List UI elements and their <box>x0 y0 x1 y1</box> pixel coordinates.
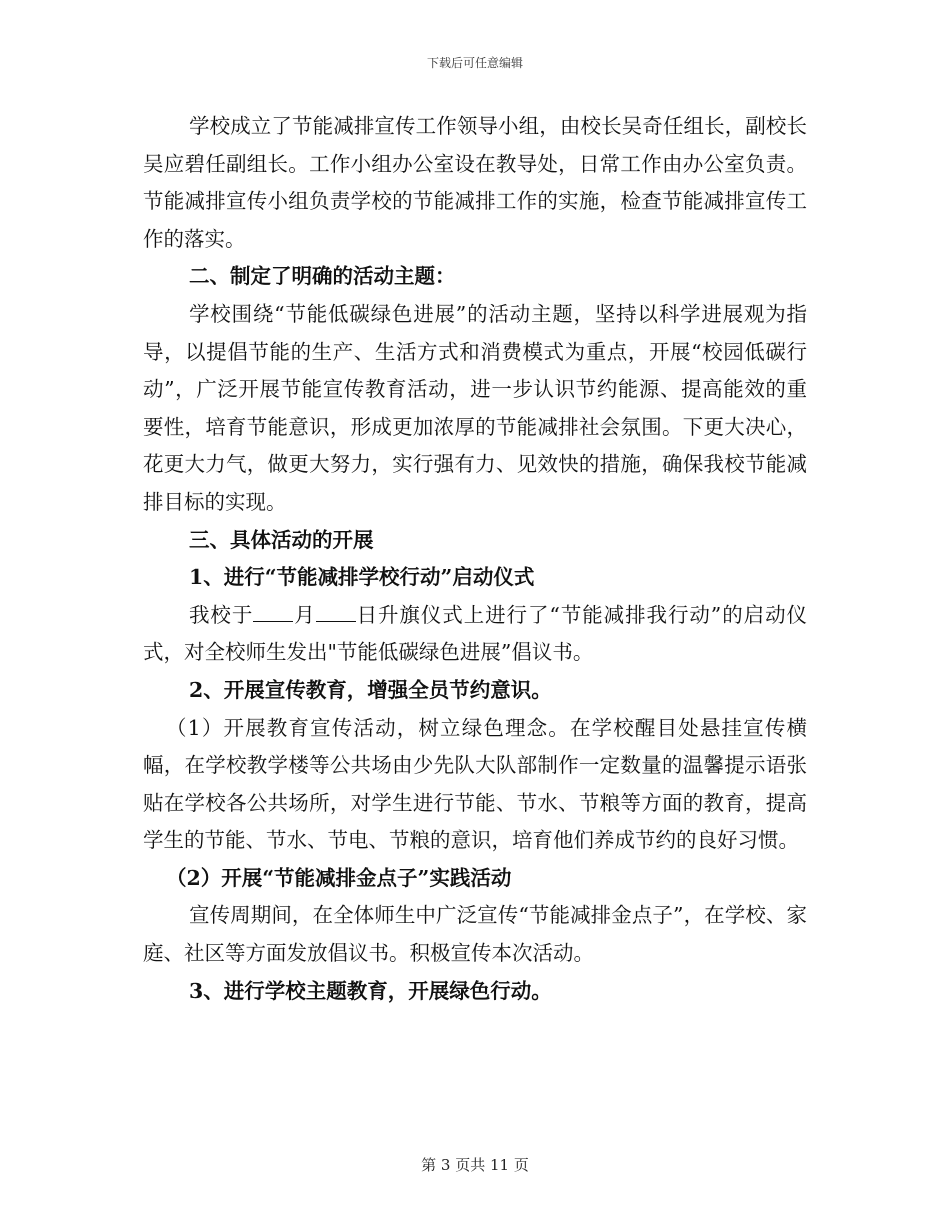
document-body <box>143 108 807 1010</box>
paragraph-leadership-group: 学校成立了节能减排宣传工作领导小组，由校长吴奇任组长，副校长吴应碧任副组长。工作小组办公室设在教导处，日常工作由办公室负责。节能减排宣传小组负责学校的节能减排工作的实施，检查节能减排宣传工作的落实。 <box>143 114 807 251</box>
paragraph-launch-ceremony <box>143 597 807 672</box>
launch-text-a: 我校于 <box>189 602 254 627</box>
paragraph-publicity-education: （1）开展教育宣传活动，树立绿色理念。在学校醒目处悬挂宣传横幅，在学校教学楼等公共场由少先队大队部制作一定数量的温馨提示语张贴在学校各公共场所，对学生进行节能、节水、节粮等方面的教育，提高学生的节能、节水、节电、节粮的意识，培育他们养成节约的良好习惯。 <box>143 715 807 853</box>
launch-text-c: 日升旗仪式上进行了“节能减排我行动”的启动仪式，对全校师生发出"节能低碳绿色进展”倡议书。 <box>143 602 807 665</box>
launch-text-b: 月 <box>293 602 316 627</box>
heading-publicity-education: 2、开展宣传教育，增强全员节约意识。 <box>189 677 552 702</box>
paragraph-golden-ideas: 宣传周期间，在全体师生中广泛宣传“节能减排金点子”，在学校、家庭、社区等方面发放倡议书。积极宣传本次活动。 <box>143 903 807 966</box>
heading-golden-ideas: （2）开展“节能减排金点子”实践活动 <box>166 865 512 890</box>
heading-launch-ceremony: 1、进行“节能减排学校行动”启动仪式 <box>189 565 535 590</box>
blank-day-line <box>316 620 356 622</box>
heading-theme-education: 3、进行学校主题教育，开展绿色行动。 <box>189 978 552 1003</box>
paragraph-activity-theme: 学校围绕“节能低碳绿色进展”的活动主题，坚持以科学进展观为指导，以提倡节能的生产、生活方式和消费模式为重点，开展“校园低碳行动”，广泛开展节能宣传教育活动，进一步认识节约能源、提高能效的重要性，培育节能意识，形成更加浓厚的节能减排社会氛围。下更大决心，花更大力气，做更大努力，实行强有力、见效快的措施，确保我校节能减排目标的实现。 <box>143 301 807 514</box>
page-footer: 第 3 页共 11 页 <box>421 1156 529 1174</box>
page-header: 下载后可任意编辑 <box>426 56 523 70</box>
blank-month-line <box>253 620 293 622</box>
heading-specific-activities: 三、具体活动的开展 <box>189 527 374 552</box>
heading-activity-theme: 二、制定了明确的活动主题： <box>189 264 456 289</box>
